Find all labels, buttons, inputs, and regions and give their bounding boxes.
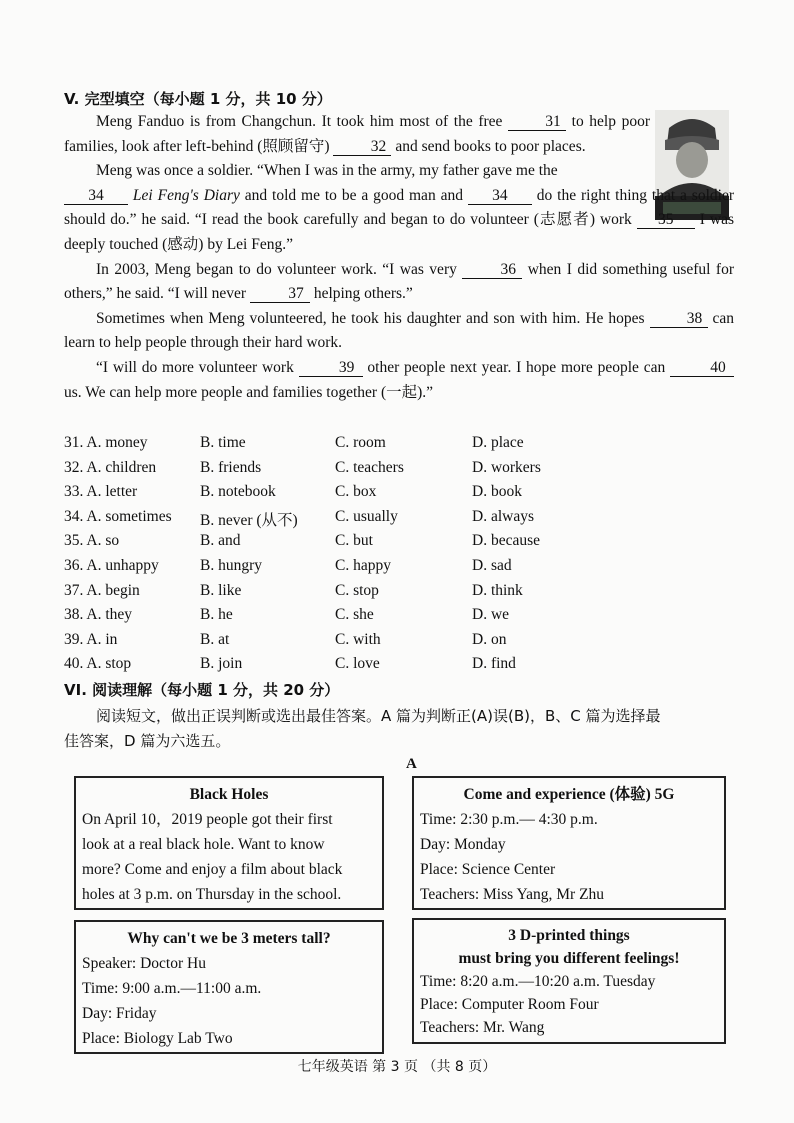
blank-34b: 34 [468, 188, 532, 205]
option-q37-d: D. think [472, 581, 523, 599]
option-q35-d: D. because [472, 532, 540, 550]
option-q31-b: B. time [200, 434, 246, 451]
option-q38-c: C. she [335, 606, 374, 624]
option-q32-b: B. friends [200, 458, 262, 476]
option-q31-a: 31. A. money [64, 434, 148, 451]
passage-text: “I will do more volunteer work [96, 358, 299, 376]
notice-black-holes [74, 776, 384, 910]
blank-35: 35 [637, 212, 695, 229]
notice-line: look at a real black hole. Want to know [82, 836, 325, 853]
notice-3-meters [74, 920, 384, 1054]
passage-text: do the right thing that a soldier should do.” he said. “I read the book carefully and began to do volunteer (志愿者) work [64, 186, 734, 229]
notice-title: 3 D-printed things [508, 927, 630, 944]
notice-title: Come and experience (体验) 5G [463, 786, 675, 803]
blank-39: 39 [299, 360, 363, 377]
blank-36: 36 [462, 262, 522, 279]
notice-title: Black Holes [189, 786, 269, 803]
option-q34-a: 34. A. sometimes [64, 507, 172, 525]
notice-line: Day: Friday [82, 1005, 157, 1022]
passage-text: us. We can help more people and families together (一起).” [64, 383, 434, 401]
option-q40-c: C. love [335, 655, 380, 673]
notice-line: Time: 8:20 a.m.—10:20 a.m. Tuesday [420, 973, 656, 990]
option-q33-d: D. book [472, 483, 522, 501]
option-q38-a: 38. A. they [64, 606, 133, 624]
option-q34-d: D. always [472, 507, 534, 525]
notice-line: holes at 3 p.m. on Thursday in the school. [82, 886, 342, 903]
notice-line: Place: Biology Lab Two [82, 1030, 233, 1047]
option-q35-a: 35. A. so [64, 532, 120, 550]
passage-text: other people next year. I hope more people can [362, 358, 670, 376]
notice-line: On April 10，2019 people got their first [82, 811, 333, 828]
passage-text: to help poor families, look after left-behind (照顾留守) [64, 113, 650, 155]
option-q38-b: B. he [200, 606, 233, 624]
option-q39-d: D. on [472, 630, 507, 648]
passage-text: I was deeply touched (感动) by Lei Feng.” [64, 211, 734, 253]
option-q36-a: 36. A. unhappy [64, 557, 159, 574]
option-q32-a: 32. A. children [64, 458, 157, 476]
notice-line: Speaker: Doctor Hu [82, 955, 206, 972]
option-q35-b: B. and [200, 532, 241, 550]
option-q39-b: B. at [200, 630, 230, 648]
notice-line: Place: Science Center [420, 861, 556, 878]
option-q33-a: 33. A. letter [64, 483, 138, 501]
option-q32-d: D. workers [472, 458, 541, 476]
option-q32-c: C. teachers [335, 458, 404, 476]
blank-32: 32 [333, 139, 391, 156]
passage-text: and send books to poor places. [391, 137, 586, 155]
instructions-line-1: 阅读短文，做出正误判断或选出最佳答案。A 篇为判断正(A)误(B)，B、C 篇为选择最 [96, 707, 661, 725]
blank-34a: 34 [64, 188, 128, 205]
passage-text: can learn to help people through their hard work. [64, 309, 735, 352]
option-q36-d: D. sad [472, 557, 512, 574]
option-q40-d: D. find [472, 655, 516, 673]
passage-label: A [406, 756, 417, 772]
option-q38-d: D. we [472, 606, 510, 624]
notice-5g [412, 776, 726, 910]
passage-text: In 2003, Meng began to do volunteer work. “I was very [96, 260, 463, 278]
notice-line: Time: 9:00 a.m.—11:00 a.m. [82, 980, 262, 997]
option-q36-c: C. happy [335, 557, 391, 574]
option-q37-b: B. like [200, 581, 242, 599]
option-q39-c: C. with [335, 630, 381, 648]
passage-text: Meng Fanduo is from Changchun. It took him most of the free [96, 113, 509, 130]
passage-text: when I did something useful for others,” he said. “I will never [64, 260, 735, 303]
notice-line: Day: Monday [420, 836, 506, 853]
option-q33-c: C. box [335, 483, 377, 501]
option-q35-c: C. but [335, 532, 373, 550]
book-title: Lei Feng's Diary [132, 186, 240, 204]
option-q37-c: C. stop [335, 581, 379, 599]
page-footer: 七年级英语 第 3 页 （共 8 页） [297, 1059, 497, 1075]
notice-line: Time: 2:30 p.m.— 4:30 p.m. [420, 811, 598, 828]
notice-line: Place: Computer Room Four [420, 996, 599, 1013]
passage-text: and told me to be a good man and [239, 186, 468, 204]
option-q31-d: D. place [472, 434, 524, 451]
notice-subtitle: must bring you different feelings! [458, 950, 680, 967]
notice-3d-printed [412, 918, 726, 1044]
option-q34-c: C. usually [335, 507, 398, 525]
section-6-heading: VI. 阅读理解（每小题 1 分，共 20 分） [64, 681, 340, 699]
option-q37-a: 37. A. begin [64, 581, 140, 599]
option-q39-a: 39. A. in [64, 630, 118, 648]
passage-text: Meng was once a soldier. “When I was in the army, my father gave me the [96, 162, 558, 180]
passage-text: helping others.” [309, 285, 413, 303]
passage-text: Sometimes when Meng volunteered, he took his daughter and son with him. He hopes [96, 309, 650, 327]
blank-38: 38 [650, 311, 708, 328]
blank-37: 37 [250, 286, 310, 303]
notice-title: Why can't we be 3 meters tall? [127, 930, 331, 947]
option-q31-c: C. room [335, 434, 386, 451]
option-q36-b: B. hungry [200, 557, 262, 574]
section-5-heading: V. 完型填空（每小题 1 分，共 10 分） [64, 90, 332, 108]
blank-31: 31 [508, 114, 566, 131]
option-q40-a: 40. A. stop [64, 655, 132, 673]
notice-line: Teachers: Mr. Wang [420, 1019, 545, 1036]
notice-line: Teachers: Miss Yang, Mr Zhu [420, 886, 605, 903]
instructions-line-2: 佳答案，D 篇为六选五。 [64, 732, 231, 750]
notice-line: more? Come and enjoy a film about black [82, 861, 343, 878]
option-q34-b: B. never (从不) [200, 511, 298, 529]
option-q33-b: B. notebook [200, 483, 276, 501]
cloze-passage [64, 110, 734, 405]
blank-40: 40 [670, 360, 734, 377]
option-q40-b: B. join [200, 655, 243, 673]
